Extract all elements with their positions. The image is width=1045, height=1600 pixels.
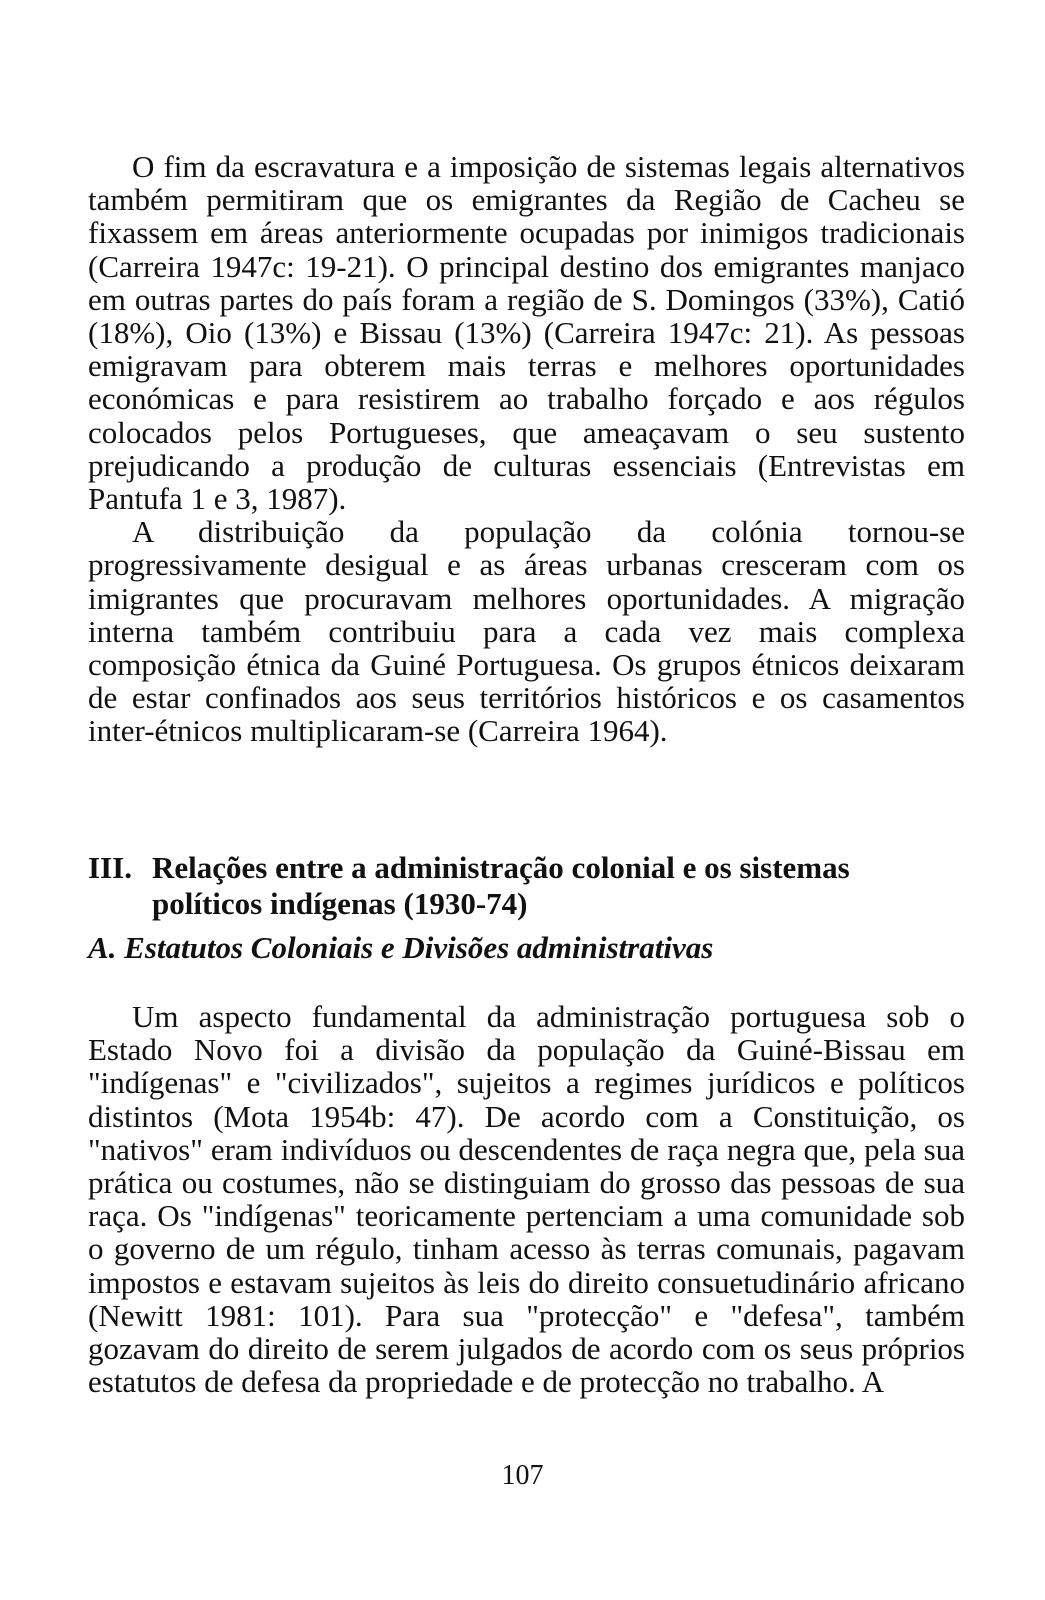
section-text-block	[88, 1000, 965, 1398]
body-text-block	[88, 150, 965, 748]
section-heading	[88, 850, 965, 922]
paragraph-emigration: O fim da escravatura e a imposição de sistemas legais alternativos também permitiram que os emigrantes da Região de Cacheu se fixassem em áreas anteriormente ocupadas por inimigos tradicionais (Carreira 1947c: 19-21). O principal destino dos emigrantes manjaco em outras partes do país foram a região de S. Domingos (33%), Catió (18%), Oio (13%) e Bissau (13%) (Carreira 1947c: 21). As pessoas emigravam para obterem mais terras e melhores oportunidades económicas e para resistirem ao trabalho forçado e aos régulos colocados pelos Portugueses, que ameaçavam o seu sustento prejudicando a produção de culturas essenciais (Entrevistas em Pantufa 1 e 3, 1987).	[88, 149, 965, 517]
page-number: 107	[501, 1460, 544, 1491]
paragraph-colonial-status: Um aspecto fundamental da administração portuguesa sob o Estado Novo foi a divisão da população da Guiné-Bissau em "indígenas" e "civilizados", sujeitos a regimes jurídicos e políticos distintos (Mota 1954b: 47). De acordo com a Constituição, os "nativos" eram indivíduos ou descendentes de raça negra que, pela sua prática ou costumes, não se distinguiam do grosso das pessoas de sua raça. Os "indígenas" teoricamente pertenciam a uma comunidade sob o governo de um régulo, tinham acesso às terras comunais, pagavam impostos e estavam sujeitos às leis do direito consuetudinário africano (Newitt 1981: 101). Para sua "protecção" e "defesa", também gozavam do direito de serem julgados de acordo com os seus próprios estatutos de defesa da propriedade e de protecção no trabalho. A	[88, 999, 965, 1400]
paragraph-population-distribution: A distribuição da população da colónia tornou-se progressivamente desigual e as áreas urbanas cresceram com os imigrantes que procuravam melhores oportunidades. A migração interna também contribuiu para a cada vez mais complexa composição étnica da Guiné Portuguesa. Os grupos étnicos deixaram de estar confinados aos seus territórios históricos e os casamentos inter-étnicos multiplicaram-se (Carreira 1964).	[88, 514, 965, 749]
section-title-line-2: políticos indígenas (1930-74)	[152, 886, 528, 921]
subsection-heading: A. Estatutos Coloniais e Divisões administrativas	[88, 930, 714, 965]
section-title-line-1: Relações entre a administração colonial e os sistemas	[152, 850, 850, 885]
section-number: III.	[88, 850, 132, 885]
